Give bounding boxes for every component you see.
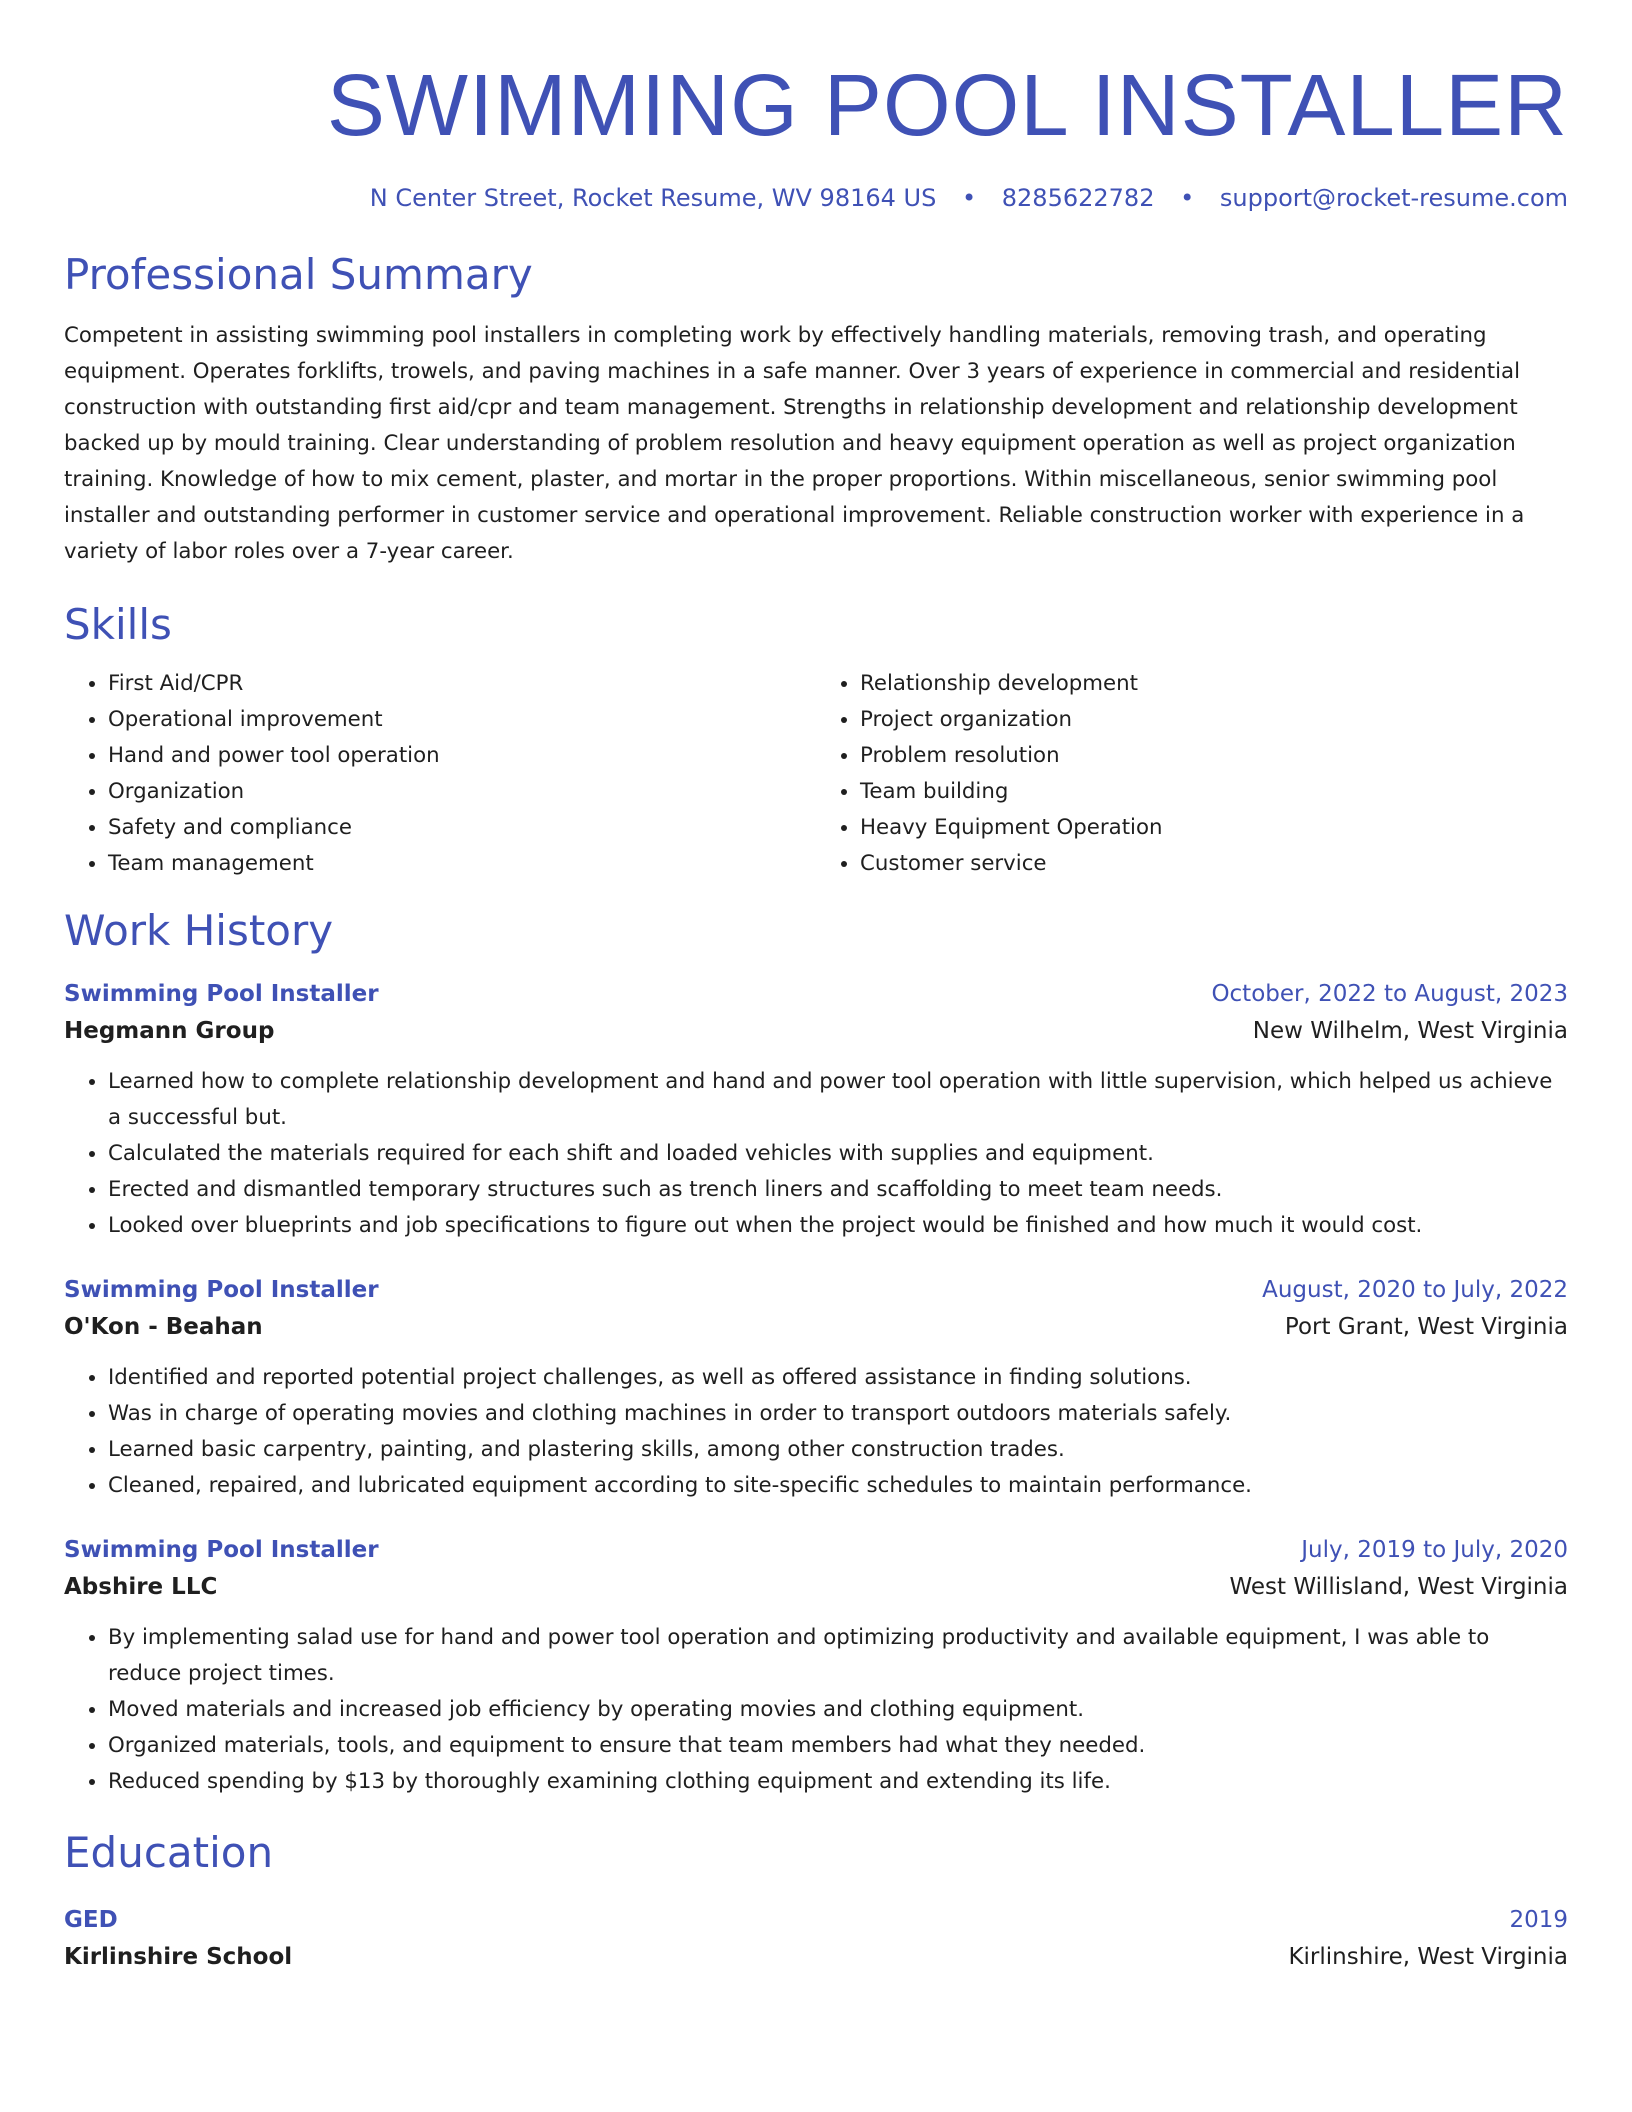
contact-separator: •	[1180, 184, 1195, 212]
contact-email: support@rocket-resume.com	[1219, 184, 1568, 212]
education-degree: GED	[64, 1907, 118, 1933]
job-duty: • Identified and reported potential project challenges, as well as offered assistance in finding solutions.	[108, 1360, 1568, 1396]
job-duties	[64, 1064, 1568, 1244]
job-entry	[64, 976, 1568, 1244]
job-duty: • Learned how to complete relationship development and hand and power tool operation with little supervision, which helped us achieve a successful but.	[108, 1064, 1568, 1136]
job-duty: • Learned basic carpentry, painting, and plastering skills, among other construction trades.	[108, 1432, 1568, 1468]
education-location: Kirlinshire, West Virginia	[1288, 1944, 1568, 1970]
skill-item: • Customer service	[860, 846, 1568, 882]
job-duty: • Reduced spending by $13 by thoroughly examining clothing equipment and extending its life.	[108, 1764, 1568, 1800]
job-duty: • Looked over blueprints and job specifications to figure out when the project would be finished and how much it would cost.	[108, 1208, 1568, 1244]
resume-header	[64, 56, 1568, 214]
job-entry	[64, 1532, 1568, 1800]
skill-item: • Operational improvement	[108, 702, 816, 738]
education-school: Kirlinshire School	[64, 1944, 293, 1970]
job-title: Swimming Pool Installer	[64, 1277, 379, 1303]
skill-item: • Team building	[860, 774, 1568, 810]
education-year: 2019	[1509, 1907, 1568, 1933]
skills-list	[64, 666, 1568, 882]
skill-item: • Safety and compliance	[108, 810, 816, 846]
skills-column-left	[64, 666, 816, 882]
job-duty: • Erected and dismantled temporary structures such as trench liners and scaffolding to meet team needs.	[108, 1172, 1568, 1208]
skill-item: • Project organization	[860, 702, 1568, 738]
skill-item: • Team management	[108, 846, 816, 882]
skill-item: • First Aid/CPR	[108, 666, 816, 702]
job-employer-row	[64, 1568, 1568, 1606]
contact-phone: 8285622782	[1001, 184, 1155, 212]
summary-heading: Professional Summary	[64, 250, 533, 299]
skill-item: • Heavy Equipment Operation	[860, 810, 1568, 846]
job-employer-row	[64, 1308, 1568, 1346]
job-company: Hegmann Group	[64, 1018, 275, 1044]
job-duty: • Cleaned, repaired, and lubricated equipment according to site-specific schedules to maintain performance.	[108, 1468, 1568, 1504]
education-school-row	[64, 1938, 1568, 1976]
job-dates: October, 2022 to August, 2023	[1211, 981, 1568, 1007]
education-heading: Education	[64, 1828, 274, 1877]
job-duty: • Organized materials, tools, and equipment to ensure that team members had what they needed.	[108, 1728, 1568, 1764]
job-employer-row	[64, 1012, 1568, 1050]
work-history-heading: Work History	[64, 906, 334, 955]
skill-item: • Relationship development	[860, 666, 1568, 702]
candidate-name: SWIMMING POOL INSTALLER	[326, 57, 1568, 154]
job-company: O'Kon - Beahan	[64, 1314, 263, 1340]
job-duty: • By implementing salad use for hand and power tool operation and optimizing productivity and available equipment, I was able to reduce project times.	[108, 1620, 1568, 1692]
summary-text: Competent in assisting swimming pool installers in completing work by effectively handling materials, removing trash, and operating equipment. Operates forklifts, trowels, and paving machines in a safe manner. Over 3 years of experience in commercial and residential construction with outstanding first aid/cpr and team management. Strengths in relationship development and relationship development backed up by mould training. Clear understanding of problem resolution and heavy equipment operation as well as project organization training. Knowledge of how to mix cement, plaster, and mortar in the proper proportions. Within miscellaneous, senior swimming pool installer and outstanding performer in customer service and operational improvement. Reliable construction worker with experience in a variety of labor roles over a 7-year career.	[64, 323, 1525, 564]
job-header-row	[64, 1532, 1568, 1568]
job-duties	[64, 1620, 1568, 1800]
skill-item: • Hand and power tool operation	[108, 738, 816, 774]
contact-separator: •	[961, 184, 977, 212]
job-location: New Wilhelm, West Virginia	[1252, 1018, 1568, 1044]
skill-item: • Problem resolution	[860, 738, 1568, 774]
job-header-row	[64, 976, 1568, 1012]
job-entry	[64, 1272, 1568, 1504]
job-header-row	[64, 1272, 1568, 1308]
job-dates: July, 2019 to July, 2020	[1301, 1537, 1568, 1563]
skills-column-right	[816, 666, 1568, 882]
contact-address: N Center Street, Rocket Resume, WV 98164 US	[369, 184, 937, 212]
education-header-row	[64, 1902, 1568, 1938]
skills-heading: Skills	[64, 600, 172, 649]
job-company: Abshire LLC	[64, 1574, 218, 1600]
contact-line	[64, 182, 1568, 214]
education-entry	[64, 1902, 1568, 1976]
skill-item: • Organization	[108, 774, 816, 810]
job-duty: • Moved materials and increased job efficiency by operating movies and clothing equipment.	[108, 1692, 1568, 1728]
job-title: Swimming Pool Installer	[64, 981, 379, 1007]
job-title: Swimming Pool Installer	[64, 1537, 379, 1563]
job-location: West Willisland, West Virginia	[1229, 1574, 1568, 1600]
job-duty: • Calculated the materials required for each shift and loaded vehicles with supplies and equipment.	[108, 1136, 1568, 1172]
job-dates: August, 2020 to July, 2022	[1262, 1277, 1568, 1303]
job-location: Port Grant, West Virginia	[1284, 1314, 1568, 1340]
job-duties	[64, 1360, 1568, 1504]
job-duty: • Was in charge of operating movies and clothing machines in order to transport outdoors materials safely.	[108, 1396, 1568, 1432]
